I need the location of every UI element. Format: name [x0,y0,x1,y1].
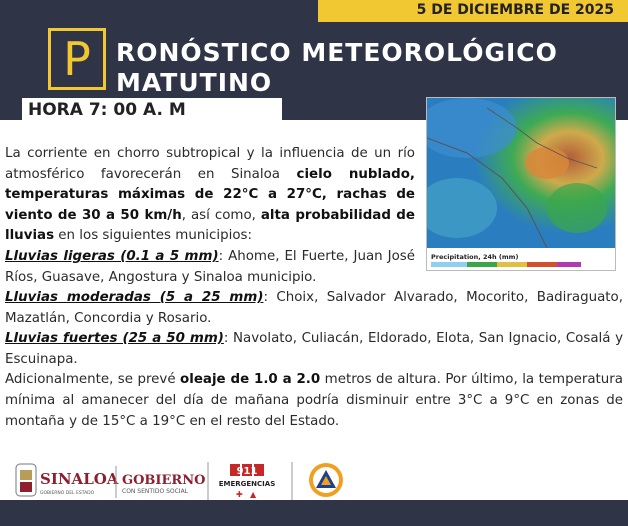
heavy-rain-heading: Lluvias fuertes (25 a 50 mm) [5,331,224,347]
date-bar [318,0,628,22]
sinaloa-label: SINALOA [40,470,119,488]
forecast-details [5,288,623,432]
intro-text-1: La corriente en chorro subtropical y la influencia de un río atmosférico favorecerán en Sinaloa [5,146,415,182]
intro-bold-1: cielo nublado, temperaturas máximas de 22°C a 27°C, rachas de viento de 30 a 50 km/h [5,166,415,223]
time-label-box [22,98,282,126]
page-title [116,38,616,98]
intro-text-2: , así como, [181,207,261,223]
sinaloa-logo [16,464,119,496]
time-label: HORA 7: 00 A. M [28,100,186,120]
final-text-1: Adicionalmente, se prevé [5,372,181,388]
title-initial-letter: P [63,32,91,86]
footer-bar [0,500,628,526]
light-rain-heading: Lluvias ligeras (0.1 a 5 mm) [5,248,219,264]
footer-logos-graphic [0,456,628,506]
svg-text:✚: ✚ [236,490,243,499]
gobierno-label: GOBIERNO [122,473,206,488]
gobierno-sublabel: CON SENTIDO SOCIAL [122,488,189,495]
title-line-1: RONÓSTICO METEOROLÓGICO [116,38,558,67]
light-rain-list: : Ahome, El Fuerte, Juan José Ríos, Guasave, Angostura y Sinaloa municipio. [5,248,415,285]
proteccion-civil-logo [309,463,343,497]
forecast-intro [5,144,415,288]
footer-logos [0,456,628,506]
emergency-number: 911 [236,466,258,477]
final-text-2: metros de altura. Por último, la temperatura mínima al amanecer del día de mañana podría disminuir entre 3°C a 9°C en zonas de montaña y de 15°C a 19°C en el resto del Estado. [5,372,624,429]
intro-bold-2: alta probabilidad de lluvias [5,207,415,244]
gobierno-logo [122,473,205,495]
sinaloa-sublabel: GOBIERNO DEL ESTADO [40,491,95,496]
emergencias-911-logo [219,464,276,499]
map-legend-title: Precipitation, 24h (mm) [431,253,519,261]
emergencias-label: EMERGENCIAS [218,480,276,488]
date-text: 5 DE DICIEMBRE DE 2025 [416,2,614,18]
precipitation-map [426,97,616,271]
precipitation-map-image [427,98,616,271]
svg-text:▲: ▲ [250,490,257,499]
intro-text-3: en los siguientes municipios: [54,228,253,244]
moderate-rain-list: : Choix, Salvador Alvarado, Mocorito, Badiraguato, Mazatlán, Concordia y Rosario. [5,290,623,326]
title-line-2: MATUTINO [116,68,273,97]
moderate-rain-heading: Lluvias moderadas (5 a 25 mm) [5,290,264,305]
heavy-rain-list: : Navolato, Culiacán, Eldorado, Elota, San Ignacio, Cosalá y Escuinapa. [5,331,623,367]
title-initial-box [48,28,106,90]
final-bold-1: oleaje de 1.0 a 2.0 [180,372,321,388]
